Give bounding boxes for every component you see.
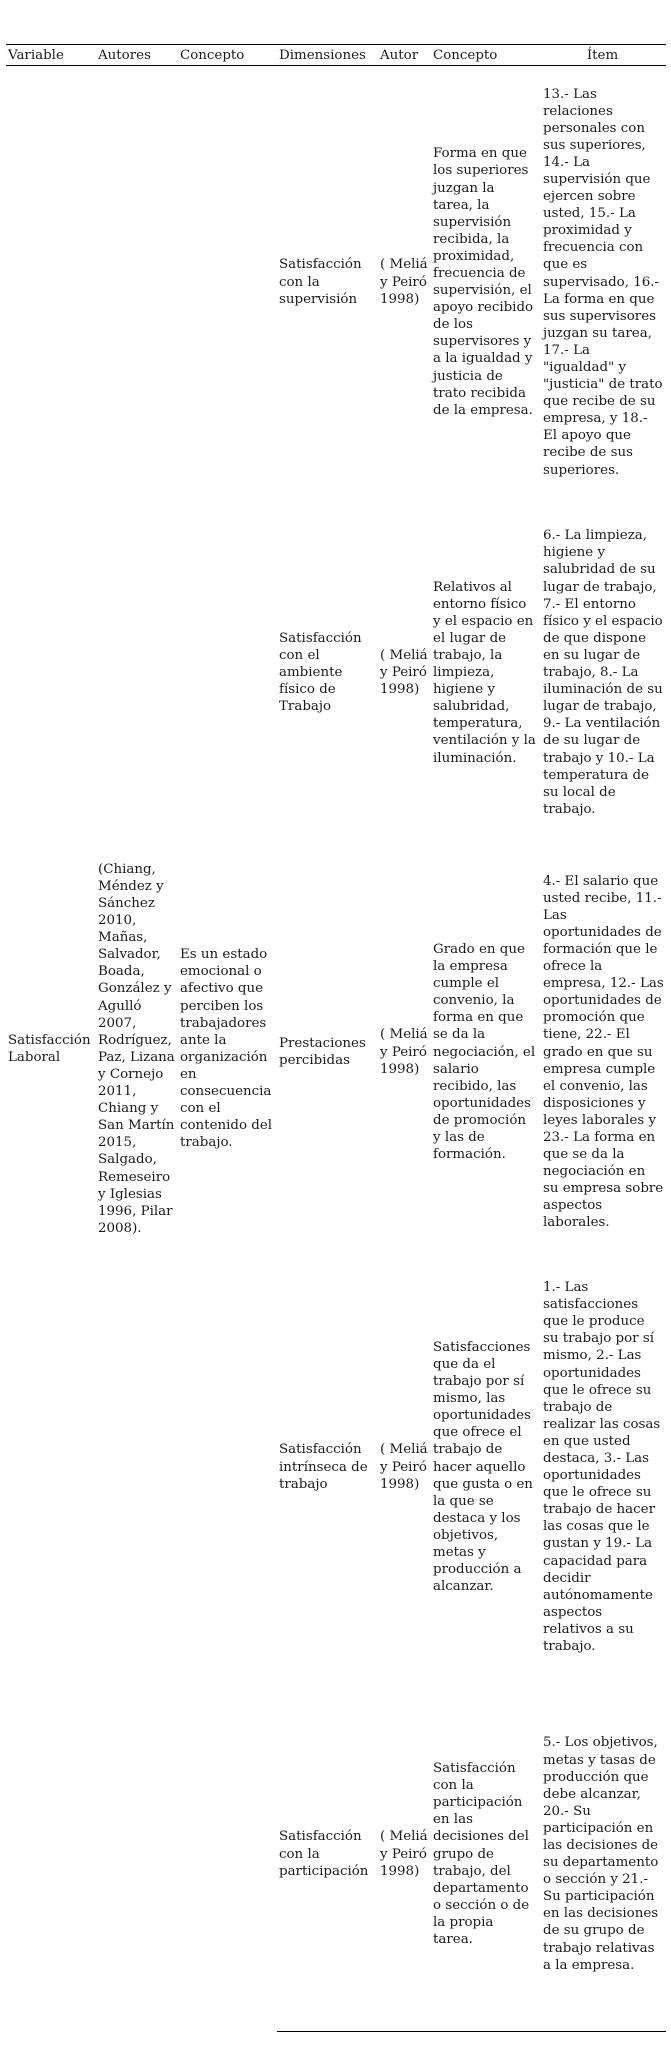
concepto-cell: Es un estado emocional o afectivo que perciben los trabajadores ante la organización en consecuencia con el contenido del trabajo. — [180, 947, 273, 1151]
dimension-cell: Satisfacción con el ambiente físico de Trabajo — [279, 630, 362, 715]
items-cell: 1.- Las satisfacciones que le produce su trabajo por sí mismo, 2.- Las oportunidades que le ofrece su trabajo de realizar las cosas en que usted destaca, 3.- Las oportunidades que le ofrece su trabajo de hacer las cosas que le gustan y 19.- La capacidad para decidir autónomamente aspectos relativos a su trabajo. — [543, 1280, 661, 1655]
dimension-concept-cell: Satisfacciones que da el trabajo por sí mismo, las oportunidades que ofrece el trabajo de hacer aquello que gusta o en la que se destaca y los objetivos, metas y producción a alcanzar. — [433, 1339, 533, 1595]
items-cell: 6.- La limpieza, higiene y salubridad de su lugar de trabajo, 7.- El entorno físico y el espacio de que dispone en su lugar de trabajo, 8.- La iluminación de su lugar de trabajo, 9.- La ventilación de su lugar de trabajo y 10.- La temperatura de su local de trabajo. — [543, 528, 663, 817]
header-variable: Variable — [6, 45, 96, 66]
items-cell: 4.- El salario que usted recibe, 11.- Las oportunidades de formación que le ofrece la empresa, 12.- Las oportunidades de promoción que tiene, 22.- El grado en que su empresa cumple el convenio, las disposiciones y leyes laborales y 23.- La forma en que se da la negociación en su empresa sobre aspectos laborales. — [543, 873, 664, 1231]
dimension-concept-cell: Forma en que los superiores juzgan la tarea, la supervisión recibida, la proximidad, frecuencia de supervisión, el apoyo recibido de los supervisores y a la igualdad y justicia de trato recibida de la empresa. — [433, 146, 534, 418]
items-cell: 5.- Los objetivos, metas y tasas de producción que debe alcanzar, 20.- Su participación en las decisiones de su departamento o sección y 21.- Su participación en las decisiones de su grupo de trabajo relativas a la empresa. — [539, 1677, 666, 2032]
dimension-concept-cell: Grado en que la empresa cumple el convenio, la forma en que se da la negociación, el salario recibido, las oportunidades de promoción y las de formación. — [433, 941, 536, 1163]
autor-cell: ( Meliá y Peiró 1998) — [380, 257, 428, 307]
dimension-cell: Satisfacción con la supervisión — [279, 257, 362, 307]
autores-cell: (Chiang, Méndez y Sánchez 2010, Mañas, Salvador, Boada, González y Agulló 2007, Rodríguez, Paz, Lizana y Cornejo 2011, Chiang y San Martín 2015, Salgado, Remeseiro y Iglesias 1996, Pilar 2008). — [98, 861, 175, 1236]
dimension-cell: Satisfacción con la participación — [277, 1677, 378, 2032]
items-cell: 13.- Las relaciones personales con sus superiores, 14.- La supervisión que ejercen sobre usted, 15.- La proximidad y frecuencia con que es supervisado, 16.- La forma en que sus supervisores juzgan su tarea, 17.- La "igualdad" y "justicia" de trato que recibe de su empresa, y 18.- El apoyo que recibe de sus superiores. — [543, 86, 663, 478]
dimension-concept-cell: Relativos al entorno físico y el espacio en el lugar de trabajo, la limpieza, higiene y salubridad, temperatura, ventilación y la iluminación. — [433, 579, 536, 766]
autor-cell: ( Meliá y Peiró 1998) — [380, 1442, 428, 1492]
autor-cell: ( Meliá y Peiró 1998) — [378, 1677, 431, 2032]
header-dimensiones: Dimensiones — [277, 45, 378, 66]
operationalization-table — [6, 44, 666, 2032]
autor-cell: ( Meliá y Peiró 1998) — [380, 1027, 428, 1077]
dimension-cell: Prestaciones percibidas — [279, 1036, 366, 1069]
dimension-cell: Satisfacción intrínseca de trabajo — [279, 1442, 368, 1492]
header-row — [6, 45, 666, 66]
header-concepto: Concepto — [178, 45, 277, 66]
table-row — [6, 66, 666, 499]
dimension-concept-cell: Satisfacción con la participación en las decisiones del grupo de trabajo, del departamento o sección o de la propia tarea. — [431, 1677, 539, 2032]
variable-cell: Satisfacción Laboral — [8, 1032, 91, 1065]
header-item: Ítem — [539, 45, 666, 66]
header-autores: Autores — [96, 45, 178, 66]
header-concepto-dimension: Concepto — [431, 45, 539, 66]
autor-cell: ( Meliá y Peiró 1998) — [380, 647, 428, 698]
header-autor: Autor — [378, 45, 431, 66]
